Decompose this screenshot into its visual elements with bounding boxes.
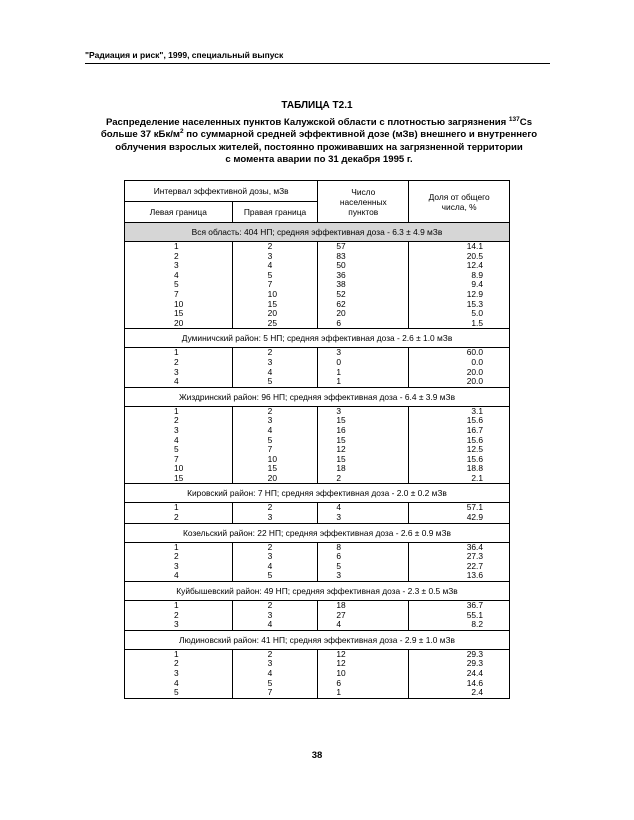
header-left-bound: Левая граница xyxy=(125,202,233,223)
count-cell: 1 xyxy=(336,376,342,387)
right-bound-cell: 25 xyxy=(267,317,277,328)
left-bound-cell: 15 xyxy=(174,308,184,319)
share-column xyxy=(409,242,510,329)
share-cell: 36.4 xyxy=(466,541,483,552)
data-block xyxy=(125,649,510,698)
share-cell: 24.4 xyxy=(466,668,483,678)
left-bound-cell: 2 xyxy=(174,658,179,669)
count-cell: 4 xyxy=(336,502,342,513)
count-cell: 1 xyxy=(336,366,342,377)
right-bound-column xyxy=(232,503,318,523)
share-cell: 15.6 xyxy=(466,415,483,426)
share-cell: 3.1 xyxy=(471,405,483,416)
left-bound-cell: 10 xyxy=(174,463,184,474)
left-bound-cell: 4 xyxy=(174,677,179,688)
share-column xyxy=(409,348,510,387)
right-bound-cell: 2 xyxy=(267,502,273,513)
region-title: Куйбышевский район: 49 НП; средняя эффективная доза - 2.3 ± 0.5 мЗв xyxy=(125,582,510,601)
data-block xyxy=(125,601,510,631)
count-cell: 12 xyxy=(336,658,346,669)
header-share: Доля от общего числа, % xyxy=(409,181,510,223)
right-bound-cell: 2 xyxy=(267,648,273,659)
left-bound-cell: 3 xyxy=(174,560,179,571)
right-bound-cell: 7 xyxy=(267,687,273,698)
right-bound-column xyxy=(232,406,318,484)
count-cell: 12 xyxy=(336,648,346,659)
share-cell: 55.1 xyxy=(466,609,483,620)
count-column xyxy=(318,503,409,523)
caption-line4: с момента аварии по 31 декабря 1995 г. xyxy=(225,154,413,166)
left-bound-cell: 1 xyxy=(174,347,179,358)
count-column xyxy=(318,601,409,631)
count-cell: 3 xyxy=(336,512,342,523)
share-cell: 18.8 xyxy=(466,463,483,474)
share-cell: 42.9 xyxy=(466,512,483,523)
share-column xyxy=(409,601,510,631)
share-cell: 15.6 xyxy=(466,434,483,445)
share-cell: 15.3 xyxy=(466,298,483,309)
right-bound-cell: 20 xyxy=(267,472,277,483)
count-cell: 36 xyxy=(336,269,346,280)
share-cell: 5.0 xyxy=(471,308,483,319)
left-bound-cell: 2 xyxy=(174,512,179,523)
share-cell: 36.7 xyxy=(466,600,483,611)
left-bound-cell: 3 xyxy=(174,668,179,678)
header-count: Число населенных пунктов xyxy=(318,181,409,223)
left-bound-cell: 4 xyxy=(174,376,179,387)
share-cell: 20.0 xyxy=(466,376,483,387)
share-cell: 12.4 xyxy=(466,260,483,271)
right-bound-cell: 2 xyxy=(267,541,273,552)
count-cell: 3 xyxy=(336,405,342,416)
count-cell: 0 xyxy=(336,356,342,367)
left-bound-cell: 5 xyxy=(174,687,179,698)
caption-line2: больше 37 кБк/$м^2$ по суммарной средней эффективной дозе (мЗв) внешнего и внутреннего xyxy=(100,128,538,141)
count-cell: 6 xyxy=(336,317,342,328)
right-bound-cell: 4 xyxy=(267,366,273,377)
count-cell: 50 xyxy=(336,260,346,271)
count-cell: 83 xyxy=(336,250,346,261)
share-cell: 12.5 xyxy=(466,444,483,455)
share-cell: 14.6 xyxy=(466,677,483,688)
count-cell: 15 xyxy=(336,453,346,464)
share-cell: 20.5 xyxy=(466,250,483,261)
left-bound-column xyxy=(125,503,233,523)
count-cell: 16 xyxy=(336,424,346,435)
region-row xyxy=(125,484,510,503)
region-title: Думиничский район: 5 НП; средняя эффективная доза - 2.6 ± 1.0 мЗв xyxy=(125,329,510,348)
count-cell: 18 xyxy=(336,600,346,611)
right-bound-cell: 20 xyxy=(267,308,277,319)
right-bound-column xyxy=(232,242,318,329)
data-block xyxy=(125,503,510,523)
left-bound-cell: 10 xyxy=(174,298,184,309)
left-bound-cell: 4 xyxy=(174,434,179,445)
page-number: 38 xyxy=(311,750,323,761)
share-cell: 2.4 xyxy=(471,687,483,698)
count-cell: 6 xyxy=(336,551,342,562)
left-bound-cell: 5 xyxy=(174,279,179,290)
right-bound-cell: 10 xyxy=(267,453,277,464)
right-bound-cell: 10 xyxy=(267,288,277,299)
right-bound-column xyxy=(232,649,318,698)
data-block xyxy=(125,242,510,329)
share-cell: 27.3 xyxy=(466,551,483,562)
count-cell: 1 xyxy=(336,687,342,698)
count-column xyxy=(318,542,409,581)
right-bound-cell: 3 xyxy=(267,551,273,562)
count-cell: 18 xyxy=(336,463,346,474)
header-interval: Интервал эффективной дозы, мЗв xyxy=(125,181,318,202)
caption-line3: облучения взрослых жителей, постоянно проживавших на загрязненной территории xyxy=(115,141,523,153)
region-row xyxy=(125,523,510,542)
share-cell: 9.4 xyxy=(471,279,483,290)
header-right-bound: Правая граница xyxy=(232,202,318,223)
right-bound-cell: 5 xyxy=(267,677,273,688)
region-row xyxy=(125,329,510,348)
region-title: Козельский район: 22 НП; средняя эффективная доза - 2.6 ± 0.9 мЗв xyxy=(125,523,510,542)
left-bound-cell: 3 xyxy=(174,619,179,630)
left-bound-column xyxy=(125,542,233,581)
region-title: Жиздринский район: 96 НП; средняя эффективная доза - 6.4 ± 3.9 мЗв xyxy=(125,387,510,406)
share-cell: 8.2 xyxy=(471,619,483,630)
right-bound-cell: 3 xyxy=(267,512,273,523)
right-bound-cell: 4 xyxy=(267,424,273,435)
count-column xyxy=(318,649,409,698)
left-bound-cell: 3 xyxy=(174,260,179,271)
count-cell: 52 xyxy=(336,288,346,299)
count-cell: 62 xyxy=(336,298,346,309)
left-bound-cell: 2 xyxy=(174,356,179,367)
right-bound-cell: 3 xyxy=(267,356,273,367)
right-bound-cell: 4 xyxy=(267,619,273,630)
count-cell: 4 xyxy=(336,619,342,630)
left-bound-column xyxy=(125,601,233,631)
right-bound-cell: 2 xyxy=(267,600,273,611)
left-bound-cell: 2 xyxy=(174,415,179,426)
right-bound-cell: 3 xyxy=(267,415,273,426)
region-title: Вся область: 404 НП; средняя эффективная доза - 6.3 ± 4.9 мЗв xyxy=(125,223,510,242)
caption-line1: Распределение населенных пунктов Калужской области с плотностью загрязнения $^{137}$Cs xyxy=(105,115,533,128)
count-column xyxy=(318,242,409,329)
right-bound-cell: 4 xyxy=(267,260,273,271)
left-bound-cell: 3 xyxy=(174,366,179,377)
share-cell: 1.5 xyxy=(471,317,483,328)
left-bound-cell: 2 xyxy=(174,609,179,620)
share-cell: 2.1 xyxy=(471,472,483,483)
dose-distribution-table xyxy=(124,180,510,699)
count-cell: 27 xyxy=(336,609,346,620)
left-bound-cell: 15 xyxy=(174,472,184,483)
share-cell: 15.6 xyxy=(466,453,483,464)
right-bound-cell: 2 xyxy=(267,347,273,358)
running-header: "Радиация и риск", 1999, специальный выпуск xyxy=(85,50,284,60)
right-bound-cell: 15 xyxy=(267,298,277,309)
left-bound-cell: 1 xyxy=(174,405,179,416)
count-cell: 3 xyxy=(336,347,342,358)
region-row xyxy=(125,223,510,242)
share-cell: 60.0 xyxy=(466,347,483,358)
right-bound-cell: 2 xyxy=(267,241,273,251)
left-bound-cell: 5 xyxy=(174,444,179,455)
share-cell: 16.7 xyxy=(466,424,483,435)
count-cell: 3 xyxy=(336,570,342,581)
count-column xyxy=(318,406,409,484)
share-cell: 20.0 xyxy=(466,366,483,377)
left-bound-cell: 20 xyxy=(174,317,184,328)
left-bound-cell: 1 xyxy=(174,241,179,251)
right-bound-column xyxy=(232,542,318,581)
share-cell: 14.1 xyxy=(466,241,483,251)
left-bound-cell: 1 xyxy=(174,541,179,552)
right-bound-cell: 15 xyxy=(267,463,277,474)
right-bound-cell: 4 xyxy=(267,668,273,678)
left-bound-cell: 4 xyxy=(174,269,179,280)
share-cell: 57.1 xyxy=(466,502,483,513)
share-cell: 13.6 xyxy=(466,570,483,581)
right-bound-cell: 4 xyxy=(267,560,273,571)
left-bound-cell: 2 xyxy=(174,250,179,261)
count-cell: 20 xyxy=(336,308,346,319)
region-row xyxy=(125,387,510,406)
count-cell: 15 xyxy=(336,415,346,426)
share-cell: 12.9 xyxy=(466,288,483,299)
count-cell: 6 xyxy=(336,677,342,688)
count-cell: 38 xyxy=(336,279,346,290)
right-bound-cell: 3 xyxy=(267,250,273,261)
right-bound-cell: 2 xyxy=(267,405,273,416)
left-bound-cell: 7 xyxy=(174,288,179,299)
left-bound-column xyxy=(125,406,233,484)
share-cell: 29.3 xyxy=(466,648,483,659)
share-column xyxy=(409,649,510,698)
left-bound-cell: 3 xyxy=(174,424,179,435)
table-label: ТАБЛИЦА Т2.1 xyxy=(281,100,353,111)
count-cell: 12 xyxy=(336,444,346,455)
count-cell: 57 xyxy=(336,241,346,251)
count-column xyxy=(318,348,409,387)
table-caption xyxy=(80,117,558,167)
right-bound-cell: 5 xyxy=(267,376,273,387)
right-bound-column xyxy=(232,348,318,387)
region-row xyxy=(125,582,510,601)
data-block xyxy=(125,406,510,484)
right-bound-cell: 3 xyxy=(267,658,273,669)
left-bound-cell: 1 xyxy=(174,648,179,659)
share-cell: 29.3 xyxy=(466,658,483,669)
right-bound-cell: 5 xyxy=(267,570,273,581)
share-column xyxy=(409,542,510,581)
right-bound-cell: 3 xyxy=(267,609,273,620)
count-cell: 2 xyxy=(336,472,342,483)
data-block xyxy=(125,348,510,387)
left-bound-column xyxy=(125,348,233,387)
left-bound-cell: 2 xyxy=(174,551,179,562)
header-rule xyxy=(85,63,550,64)
share-column xyxy=(409,503,510,523)
left-bound-column xyxy=(125,649,233,698)
share-cell: 0.0 xyxy=(471,356,483,367)
count-cell: 15 xyxy=(336,434,346,445)
left-bound-cell: 7 xyxy=(174,453,179,464)
count-cell: 8 xyxy=(336,541,342,552)
left-bound-cell: 1 xyxy=(174,502,179,513)
region-title: Людиновский район: 41 НП; средняя эффективная доза - 2.9 ± 1.0 мЗв xyxy=(125,630,510,649)
right-bound-cell: 7 xyxy=(267,444,273,455)
left-bound-cell: 4 xyxy=(174,570,179,581)
region-row xyxy=(125,630,510,649)
right-bound-cell: 5 xyxy=(267,434,273,445)
share-cell: 8.9 xyxy=(471,269,483,280)
data-block xyxy=(125,542,510,581)
right-bound-cell: 5 xyxy=(267,269,273,280)
share-cell: 22.7 xyxy=(466,560,483,571)
right-bound-column xyxy=(232,601,318,631)
count-cell: 10 xyxy=(336,668,346,678)
left-bound-cell: 1 xyxy=(174,600,179,611)
count-cell: 5 xyxy=(336,560,342,571)
left-bound-column xyxy=(125,242,233,329)
right-bound-cell: 7 xyxy=(267,279,273,290)
share-column xyxy=(409,406,510,484)
region-title: Кировский район: 7 НП; средняя эффективная доза - 2.0 ± 0.2 мЗв xyxy=(125,484,510,503)
